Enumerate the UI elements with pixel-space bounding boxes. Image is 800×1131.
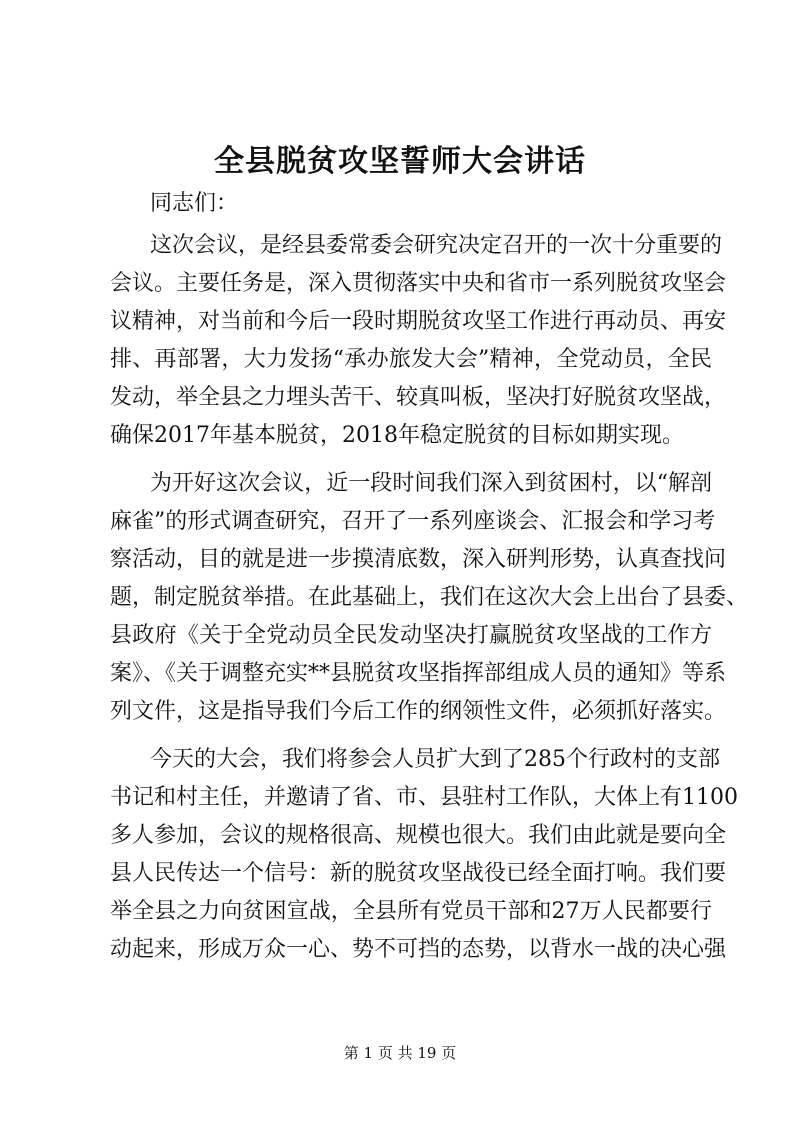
paragraph-1-line-3: 议精神，对当前和今后一段时期脱贫攻坚工作进行再动员、再安 [110,309,727,334]
paragraph-1-line-6: 确保2017年基本脱贫，2018年稳定脱贫的目标如期实现。 [110,423,684,448]
paragraph-1-line-5: 发动，举全县之力埋头苦干、较真叫板，坚决打好脱贫攻坚战， [110,385,727,410]
paragraph-2-line-7: 列文件，这是指导我们今后工作的纲领性文件，必须抓好落实。 [110,699,727,724]
paragraph-2-line-5: 县政府《关于全党动员全民发动坚决打赢脱贫攻坚战的工作方 [110,623,712,648]
paragraph-3-line-5: 举全县之力向贫困宣战，全县所有党员干部和27万人民都要行 [110,899,712,924]
document-title: 全县脱贫攻坚誓师大会讲话 [214,144,586,179]
paragraph-1-line-1: 这次会议，是经县委常委会研究决定召开的一次十分重要的 [150,233,723,258]
paragraph-2-line-3: 察活动，目的就是进一步摸清底数，深入研判形势，认真查找问 [110,547,727,572]
paragraph-1-line-2: 会议。主要任务是，深入贯彻落实中央和省市一系列脱贫攻坚会 [110,271,727,296]
paragraph-1-line-4: 排、再部署，大力发扬“承办旅发大会”精神，全党动员，全民 [110,347,712,372]
paragraph-2-line-2: 麻雀”的形式调查研究，召开了一系列座谈会、汇报会和学习考 [110,509,716,534]
paragraph-3-line-2: 书记和村主任，并邀请了省、市、县驻村工作队，大体上有1100 [110,785,738,810]
paragraph-2-line-4: 题，制定脱贫举措。在此基础上，我们在这次大会上出台了县委、 [110,585,749,610]
paragraph-2-line-6: 案》、《关于调整充实**县脱贫攻坚指挥部组成人员的通知》等系 [110,661,727,686]
paragraph-3-line-4: 县人民传达一个信号：新的脱贫攻坚战役已经全面打响。我们要 [110,861,727,886]
page-number: 第 1 页 共 19 页 [343,1044,457,1062]
salutation: 同志们： [150,191,239,216]
paragraph-3-line-3: 多人参加，会议的规格很高、规模也很大。我们由此就是要向全 [110,823,727,848]
paragraph-3-line-6: 动起来，形成万众一心、势不可挡的态势，以背水一战的决心强 [110,937,727,962]
paragraph-2-line-1: 为开好这次会议，近一段时间我们深入到贫困村，以“解剖 [150,471,712,496]
paragraph-3-line-1: 今天的大会，我们将参会人员扩大到了285个行政村的支部 [150,747,720,772]
